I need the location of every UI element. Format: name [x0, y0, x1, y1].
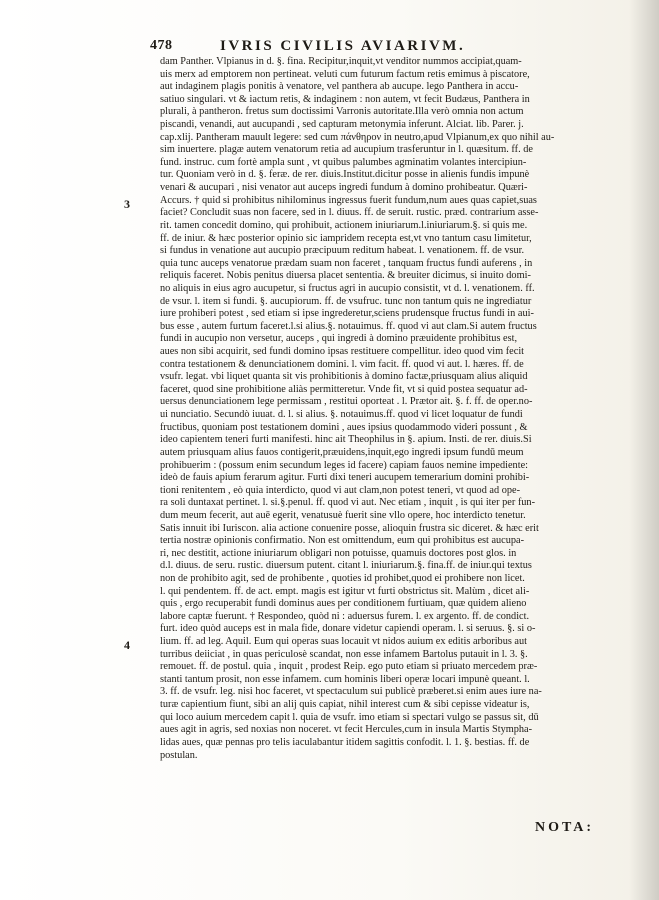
- text-line: l. qui pendentem. ff. de act. empt. magis est igitur vt furti obstrictus sit. Malùm , dicet ali-: [160, 585, 530, 597]
- text-line: vsufr. legat. vbi liquet quanta sit vis prohibitionis à domino factæ,priusquam alius aliquid: [160, 371, 528, 383]
- text-line: quia tunc auceps venatorue prædam suam non faceret , tanquam fructus fundi auferens , in: [160, 257, 533, 269]
- text-line: non de prohibito agit, sed de prohibente , quoties id prohibet,quod ei prohibere non licet.: [160, 572, 525, 584]
- text-line: qui loco auium mercedem capit l. quia de vsufr. imo etiam si spectari vulgo se passus sit, dū: [160, 711, 539, 723]
- text-line: aut indaginem plagis ponitis à venatore, vel panthera ab aucupe. lego Panthera in accu-: [160, 81, 519, 93]
- page-header: [150, 38, 570, 58]
- text-line: satiuo singulari. vt & iactum retis, & indaginem : non autem, vt fecit Budæus, Panthera in: [160, 93, 530, 105]
- text-line: ideò de fauis apium ferarum agitur. Furti dixi teneri aucupem temerarium domini prohibi-: [160, 472, 530, 484]
- text-line: prohibuerim : (possum enim secundum leges id facere) capiam fauos nemine impediente:: [160, 459, 528, 471]
- text-line: turæ capientium fiunt, sibi an alij quis capiat, nihil interest cum & sibi cepisse videatur is,: [160, 699, 530, 711]
- body-text: [160, 56, 588, 762]
- text-line: Accurs. † quid si prohibitus nihilominus ingressus fuerit fundum,num aues quas capiet,suas: [160, 194, 537, 206]
- margin-note-4: 4: [124, 638, 130, 652]
- catchword: NOTA:: [535, 820, 595, 835]
- text-line: Satis innuit ibi Iuriscon. alia actione conuenire posse, alioquin frustra sic diceret. & hæc erit: [160, 522, 539, 534]
- margin-note-3: 3: [124, 197, 130, 211]
- text-line: remouet. ff. de postul. quia , inquit , prodest Reip. ego puto etiam si priuato mercedem præ-: [160, 661, 538, 673]
- text-line: sim inuertere. plagæ autem venatorum retia ad aucupium trasferuntur in l. quæsitum. ff. de: [160, 144, 533, 156]
- text-line: fundi in aucupio non versetur, auceps , qui ingredi à domino præuidente prohibitus est,: [160, 333, 518, 345]
- text-line: labore captæ fuerunt. † Respondeo, quòd ni : aduersus furem. l. ex argento. ff. de condict.: [160, 610, 530, 622]
- running-title: IVRIS CIVILIS AVIARIVM.: [220, 38, 466, 54]
- text-line: iure prohiberi potest , sed etiam si ipse ingrederetur,sciens prudensque fructus fundi in aui-: [160, 308, 534, 320]
- text-line: tur. Quoniam verò in d. §. feræ. de rer. diuis.Institut.dicitur posse in alienis fundis impunè: [160, 169, 530, 181]
- text-line: contra testationem & denunciationem domini. l. vim facit. ff. quod vi aut. l. hæres. ff. de: [160, 358, 524, 370]
- text-line: bus esse , autem furtum faceret.l.si alius.§. notauimus. ff. quod vi aut clam.Si autem fructus: [160, 320, 537, 332]
- text-line: uersus denunciationem lege permissam , restitui oporteat . l. Prætor ait. §. f. ff. de oper.no-: [160, 396, 533, 408]
- text-line: lidas aues, quæ pennas pro telis iaculabantur itidem sagittis confodit. l. 1. §. bestias. ff. de: [160, 736, 530, 748]
- text-line: venari & aucupari , nisi venator aut auceps ingredi fundum à domino prohibeatur. Quæri-: [160, 182, 528, 194]
- text-line: lium. ff. ad leg. Aquil. Eum qui operas suas locauit vt nidos auium ex editis arboribus aut: [160, 636, 528, 648]
- text-line: ff. de iniur. & hæc posterior opinio sic iampridem recepta est,vt vno tantum casu limitetur,: [160, 232, 532, 244]
- text-line: quis , ergo recuperabit fundi dominus aues per conditionem furtiuam, quæ quidem alieno: [160, 598, 527, 610]
- text-line: ideo capientem teneri furti manifesti. hinc ait Theophilus in §. apium. Insti. de rer. diuis.Si: [160, 434, 532, 446]
- text-line: rit. tamen concedit domino, qui prohibuit, actionem iniuriarum.l.iniuriarum.§. si quis me.: [160, 219, 528, 231]
- text-line: faceret, quod sine prohibitione aliàs permitteretur. Vnde fit, vt si quid postea sequatur ad-: [160, 383, 528, 395]
- page-edge-shadow: [629, 0, 659, 900]
- text-line: stanti tantum prosit, non esse infamem. cum hominis liberi operæ locari impunè queant. l.: [160, 673, 530, 685]
- text-line: furt. ideo quòd auceps est in mala fide, donare videtur capiendi operam. l. si seruus. §. si o-: [160, 623, 536, 635]
- text-line: dam Panther. Vlpianus in d. §. fina. Recipitur,inquit,vt venditor nummos accipiat,quam-: [160, 56, 522, 67]
- text-line: dum meum fecerit, aut auē egerit, venatusuè fuerit sine vllo opere, hoc interdicto tenetur.: [160, 509, 526, 521]
- text-line: d.l. diuus. de seru. rustic. diuersum putent. citant l. iniuriarum.§. fina.ff. de iniur.qui textus: [160, 560, 532, 572]
- text-line: si fundus in venatione aut aucupio præcipuum reditum habeat. l. venationem. ff. de vsur.: [160, 245, 525, 257]
- text-line: fructibus, quoniam post testationem domini , aues ipsius quodammodo videri possunt , &: [160, 421, 528, 433]
- page-number: 478: [150, 38, 173, 53]
- text-line: cap.xlij. Pantheram mauult legere: sed cum πάνθηρον in neutro,apud Vlpianum,ex quo nihil au-: [160, 131, 555, 143]
- text-line: no aliquis in eius agro aucupetur, si fructus agri in aucupio consistit, vt d. l. venationem. ff.: [160, 282, 535, 294]
- text-line: reliquis faceret. Nobis penitus diuersa placet sententia. & breuiter dicimus, si inuito domi-: [160, 270, 531, 282]
- text-line: ui nunciatio. Secundò iuuat. d. l. si alius. §. notauimus.ff. quod vi licet loquatur de fundi: [160, 409, 523, 421]
- text-line: fund. instruc. cum fortè ampla sunt , vt quibus palumbes agminatim volantes intercipiun-: [160, 156, 527, 168]
- text-line: plurali, à pantheron. fretus sum doctissimi Varronis autoritate.Illa verò omnia non actum: [160, 106, 524, 118]
- text-line: ra soli duntaxat pertinet. l. si.§.penul. ff. quod vi aut. Nec etiam , inquit , is qui iter per fun-: [160, 497, 535, 509]
- text-line: faciet? Concludit suas non facere, sed in l. diuus. ff. de seruit. rustic. præd. contrarium asse-: [160, 207, 539, 219]
- text-line: de vsur. l. item si fundi. §. aucupiorum. ff. de vsufruc. tunc non tantum quis ne ingrediatur: [160, 295, 532, 307]
- text-line: aues non sibi acquirit, sed fundi domino ipsas restituere compellitur. ideo quod vim fecit: [160, 346, 525, 358]
- text-line: uis merx ad emptorem non pertineat. veluti cum futurum factum retis emimus à piscatore,: [160, 68, 530, 80]
- text-line: ri, nec destitit, actione iniuriarum obligari non potuisse, quamuis doctores post glos. in: [160, 547, 517, 559]
- text-line: 3. ff. de vsufr. leg. nisi hoc faceret, vt spectaculum sui publicè præberet.si enim aues iure na-: [160, 686, 542, 698]
- text-line: tioni renitentem , eò quia interdicto, quod vi aut clam,non potest teneri, vt quod ad ope-: [160, 484, 521, 496]
- text-line: aues agit in agris, sed noxias non noceret. vt fecit Hercules,cum in insula Martis Stympha-: [160, 724, 533, 736]
- text-line: postulan.: [160, 749, 198, 761]
- text-line: turribus deiiciat , in quas periculosè scandat, non esse infamem Bartolus putauit in l. 3. §.: [160, 648, 528, 660]
- text-line: tertia nostræ opinionis confirmatio. Non est omittendum, eum qui prohibitus est aucupa-: [160, 535, 525, 547]
- text-line: autem priusquam alius fauos contigerit,præuidens,inquit,ego ingredi ipsum fundū meum: [160, 446, 524, 458]
- text-line: piscandi, venandi, aut aucupandi , sed capturam metonymia inferunt. Alciat. lib. Parer. j.: [160, 119, 524, 131]
